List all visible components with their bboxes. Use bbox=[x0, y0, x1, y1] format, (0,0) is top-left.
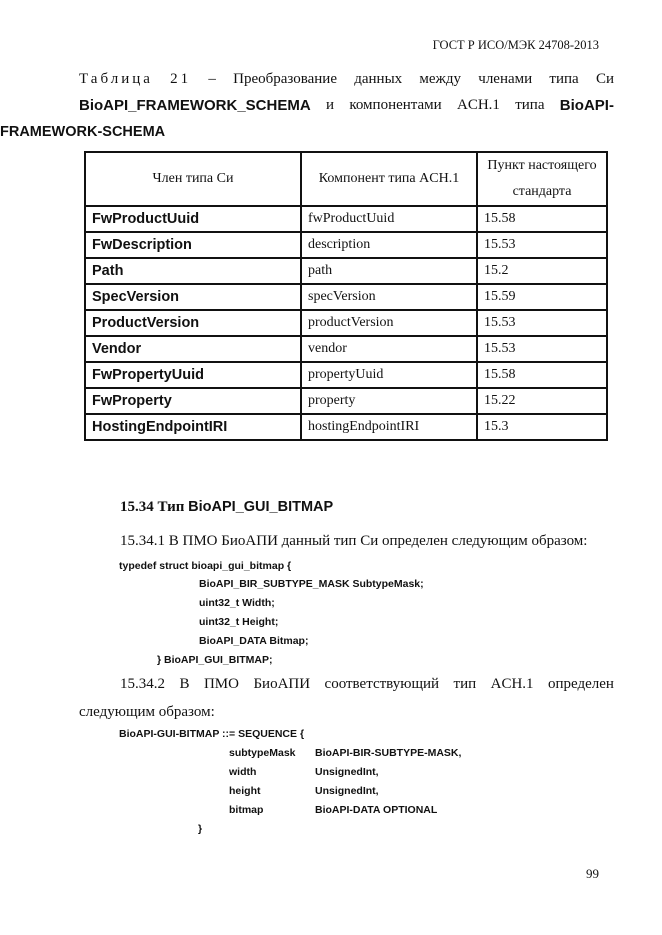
caption-word: ACH.1 bbox=[457, 97, 500, 113]
table-caption-line-2 bbox=[79, 97, 614, 114]
code-field-type: BioAPI-DATA OPTIONAL bbox=[315, 804, 438, 816]
caption-word: 21 bbox=[170, 71, 192, 87]
table-cell: ProductVersion bbox=[85, 310, 301, 336]
table-cell: 15.3 bbox=[477, 414, 607, 440]
table-cell: 15.53 bbox=[477, 232, 607, 258]
table-row bbox=[85, 388, 607, 414]
table-cell: FwProperty bbox=[85, 388, 301, 414]
code-field-name: width bbox=[229, 766, 257, 778]
code-field-name: bitmap bbox=[229, 804, 264, 816]
caption-word: компонентами bbox=[349, 97, 442, 113]
table-cell: productVersion bbox=[301, 310, 477, 336]
caption-word: членами bbox=[478, 71, 533, 87]
caption-word: данных bbox=[354, 71, 403, 87]
section-type-name: BioAPI_GUI_BITMAP bbox=[188, 499, 334, 515]
code-line: BioAPI_DATA Bitmap; bbox=[199, 635, 309, 647]
table-cell: 15.58 bbox=[477, 206, 607, 232]
code-line: uint32_t Height; bbox=[199, 616, 279, 628]
table-header-row bbox=[85, 152, 607, 206]
table-cell: propertyUuid bbox=[301, 362, 477, 388]
table-cell: specVersion bbox=[301, 284, 477, 310]
caption-word: Преобразование bbox=[233, 71, 337, 87]
table-row bbox=[85, 336, 607, 362]
paragraph-word: ПМО bbox=[203, 676, 239, 692]
code-field-type: UnsignedInt, bbox=[315, 785, 379, 797]
table-cell: FwDescription bbox=[85, 232, 301, 258]
caption-word: типа bbox=[515, 97, 545, 113]
paragraph-15-34-2-end: следующим образом: bbox=[79, 704, 215, 720]
code-line: typedef struct bioapi_gui_bitmap { bbox=[119, 560, 292, 572]
table-cell: 15.53 bbox=[477, 310, 607, 336]
paragraph-word: БиоАПИ bbox=[253, 676, 311, 692]
section-word: Тип bbox=[157, 499, 185, 515]
table-cell: property bbox=[301, 388, 477, 414]
code-line: uint32_t Width; bbox=[199, 597, 275, 609]
column-header: Член типа Си bbox=[85, 152, 301, 206]
table-cell: Path bbox=[85, 258, 301, 284]
paragraph-word: 15.34.2 bbox=[120, 676, 165, 692]
code-line: } BioAPI_GUI_BITMAP; bbox=[157, 654, 273, 666]
table-cell: hostingEndpointIRI bbox=[301, 414, 477, 440]
section-number: 15.34 bbox=[120, 499, 154, 515]
column-header: Компонент типа ACH.1 bbox=[301, 152, 477, 206]
table-cell: FwProductUuid bbox=[85, 206, 301, 232]
caption-word: Си bbox=[595, 71, 614, 87]
table-row bbox=[85, 310, 607, 336]
paragraph-15-34-2 bbox=[120, 676, 614, 693]
table-cell: fwProductUuid bbox=[301, 206, 477, 232]
column-header: Пункт настоящего стандарта bbox=[477, 152, 607, 206]
caption-word: – bbox=[208, 71, 216, 87]
code-line: BioAPI_BIR_SUBTYPE_MASK SubtypeMask; bbox=[199, 578, 424, 590]
code-line: BioAPI-GUI-BITMAP ::= SEQUENCE { bbox=[119, 728, 305, 740]
caption-word: Таблица bbox=[79, 71, 153, 87]
code-field-type: BioAPI-BIR-SUBTYPE-MASK, bbox=[315, 747, 462, 759]
paragraph-15-34-1: 15.34.1 В ПМО БиоАПИ данный тип Си определен следующим образом: bbox=[120, 533, 588, 549]
table-cell: FwPropertyUuid bbox=[85, 362, 301, 388]
paragraph-word: соответствующий bbox=[324, 676, 440, 692]
paragraph-word: тип bbox=[453, 676, 477, 692]
table-cell: vendor bbox=[301, 336, 477, 362]
table-row bbox=[85, 258, 607, 284]
caption-word: BioAPI- bbox=[559, 97, 614, 114]
table-caption-line-1 bbox=[79, 71, 614, 88]
table-caption-line-3: FRAMEWORK-SCHEMA bbox=[0, 124, 166, 140]
table-row bbox=[85, 414, 607, 440]
table-row bbox=[85, 206, 607, 232]
section-heading bbox=[120, 499, 333, 516]
table-cell: Vendor bbox=[85, 336, 301, 362]
table-cell: HostingEndpointIRI bbox=[85, 414, 301, 440]
caption-word: BioAPI_FRAMEWORK_SCHEMA bbox=[79, 97, 311, 114]
page-number: 99 bbox=[586, 866, 599, 881]
table-cell: 15.22 bbox=[477, 388, 607, 414]
table-cell: 15.53 bbox=[477, 336, 607, 362]
caption-word: типа bbox=[549, 71, 579, 87]
paragraph-word: определен bbox=[548, 676, 614, 692]
table-cell: 15.59 bbox=[477, 284, 607, 310]
table-cell: 15.2 bbox=[477, 258, 607, 284]
conversion-table bbox=[84, 151, 608, 441]
caption-word: и bbox=[325, 97, 335, 113]
code-field-name: subtypeMask bbox=[229, 747, 296, 759]
table-cell: SpecVersion bbox=[85, 284, 301, 310]
table-row bbox=[85, 284, 607, 310]
code-field-name: height bbox=[229, 785, 261, 797]
table-cell: description bbox=[301, 232, 477, 258]
code-field-type: UnsignedInt, bbox=[315, 766, 379, 778]
table-row bbox=[85, 362, 607, 388]
paragraph-word: В bbox=[179, 676, 190, 692]
table-cell: 15.58 bbox=[477, 362, 607, 388]
table-row bbox=[85, 232, 607, 258]
caption-word: между bbox=[419, 71, 462, 87]
table-cell: path bbox=[301, 258, 477, 284]
code-line: } bbox=[198, 823, 203, 835]
paragraph-word: ACH.1 bbox=[490, 676, 534, 692]
page-header: ГОСТ Р ИСО/МЭК 24708-2013 bbox=[432, 38, 599, 52]
